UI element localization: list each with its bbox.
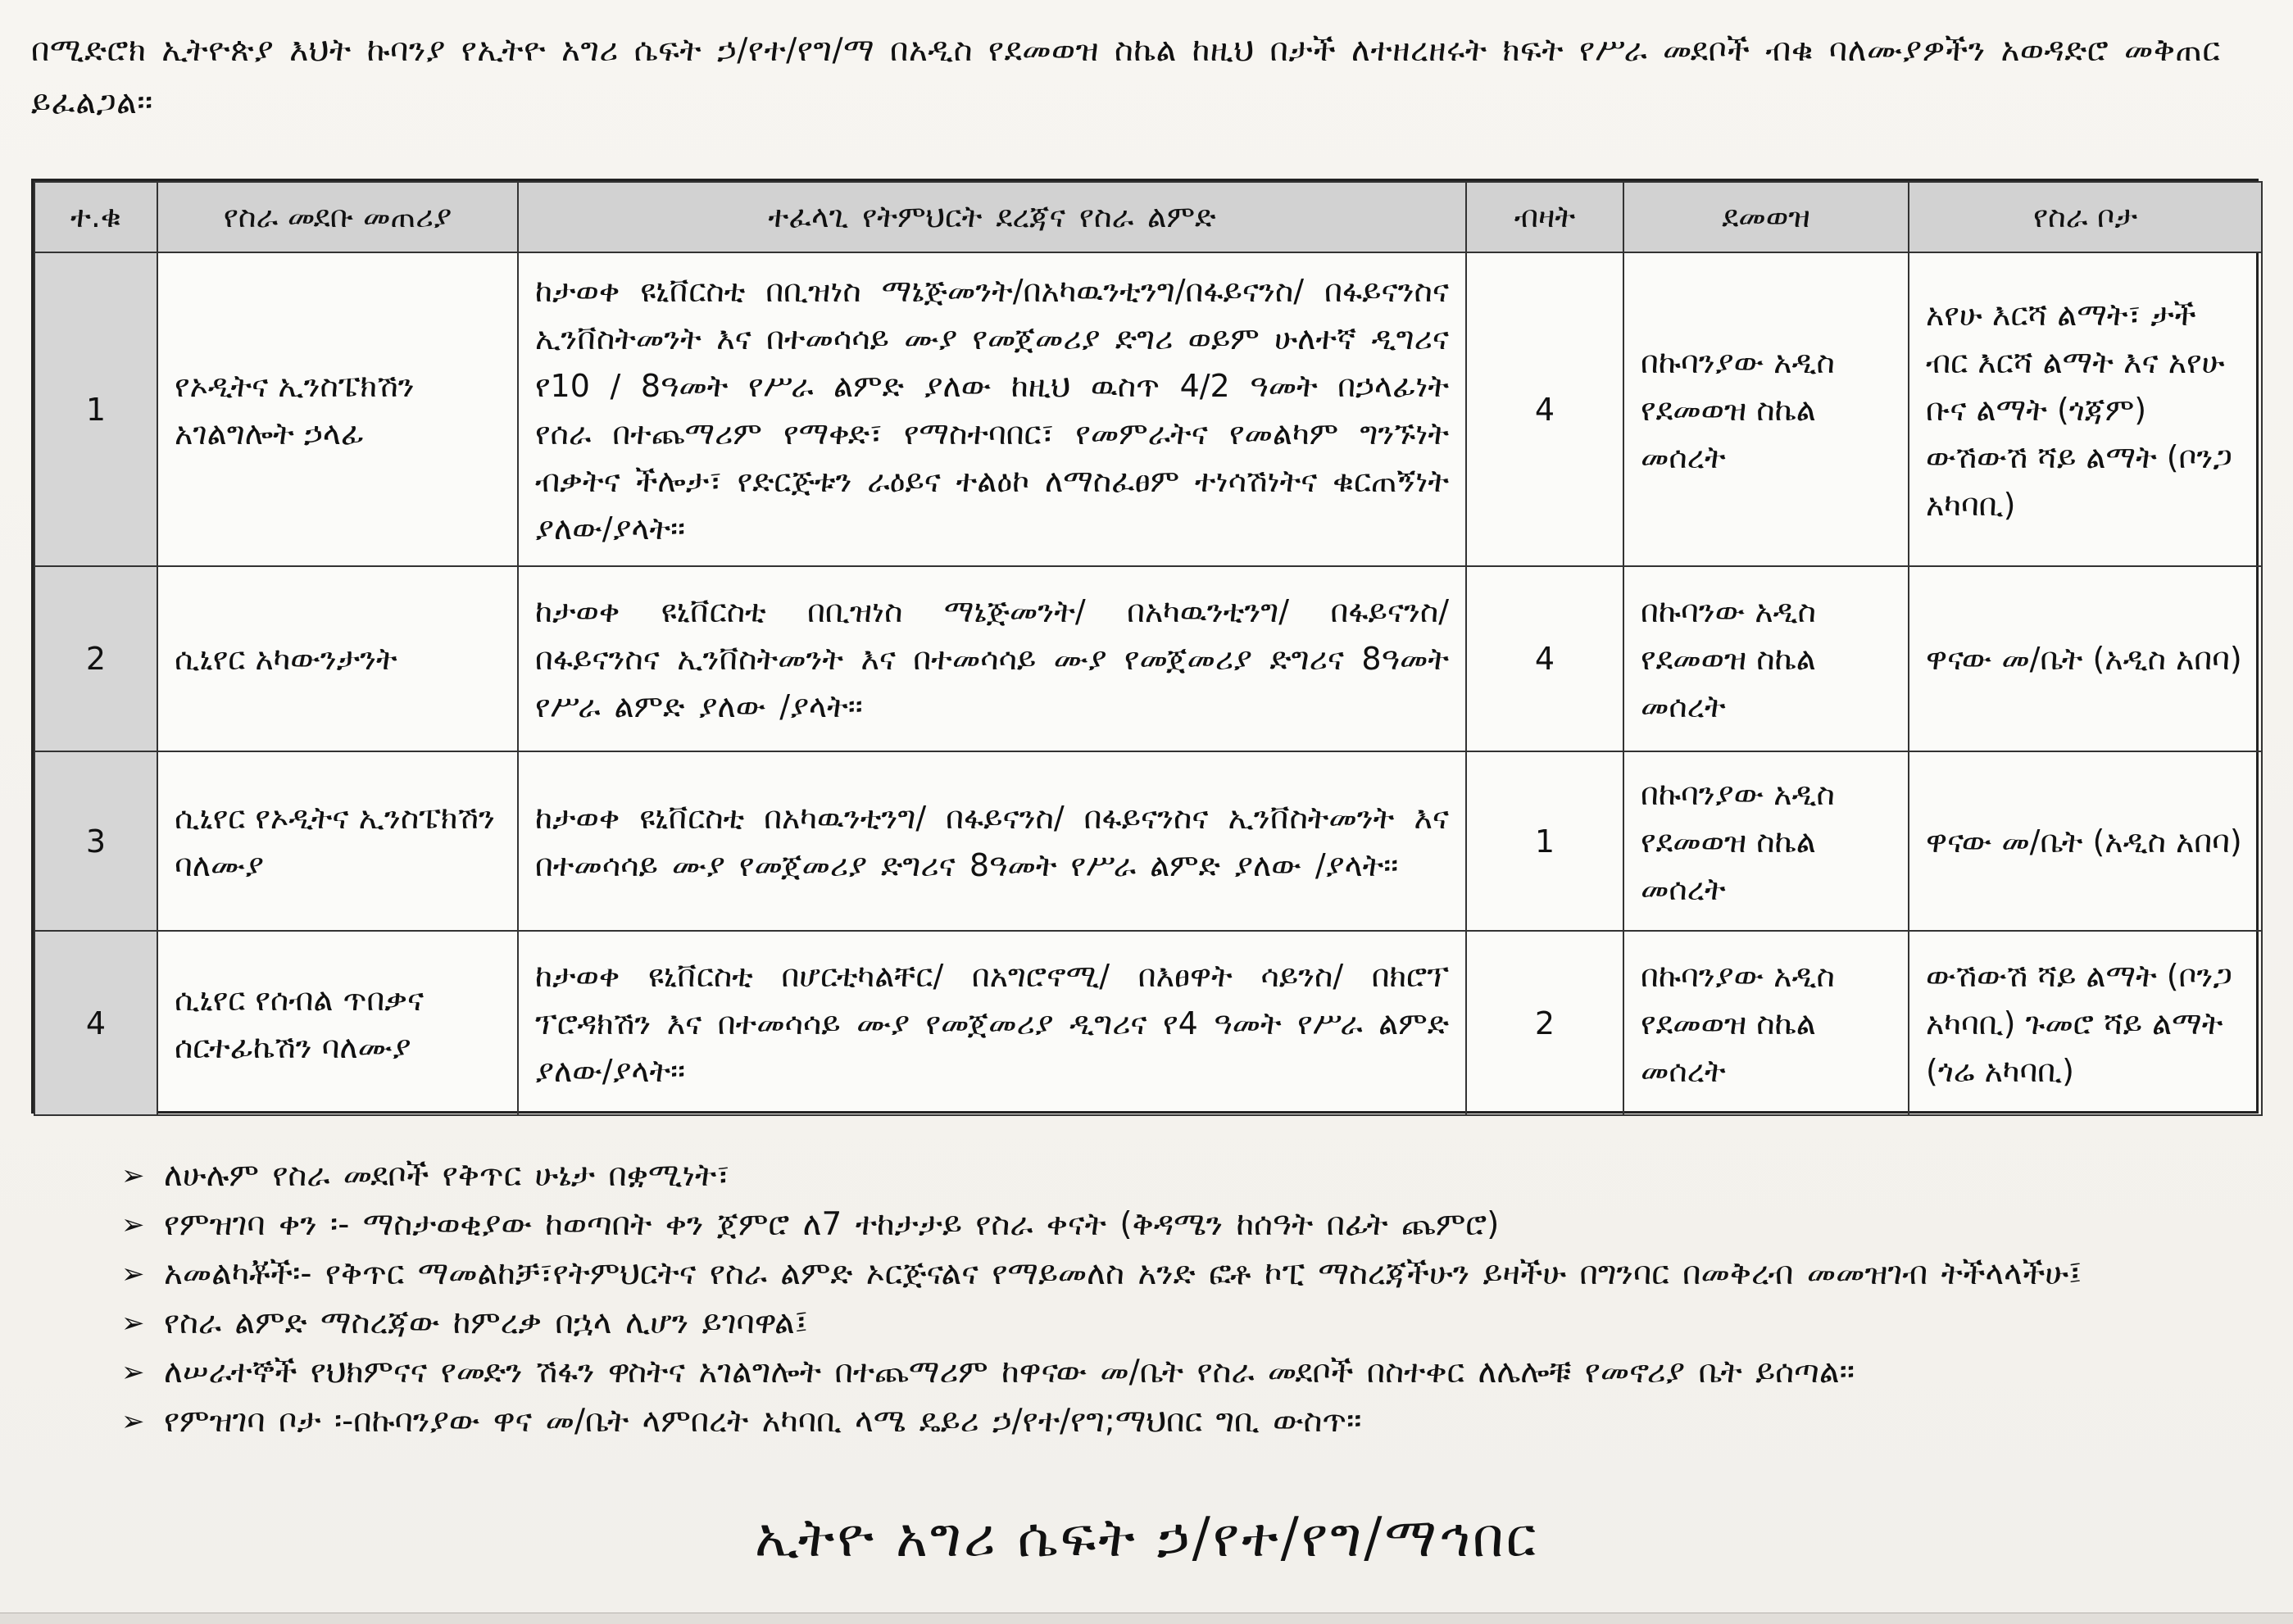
salary-cell: በኩባንያው አዲስ የደመወዝ ስኬል መሰረት <box>1623 931 1909 1115</box>
header-salary: ደመወዝ <box>1623 182 1909 252</box>
quantity-cell: 1 <box>1466 751 1623 931</box>
arrow-bullet-icon: ➢ <box>121 1159 145 1192</box>
arrow-bullet-icon: ➢ <box>121 1258 145 1291</box>
row-number: 2 <box>34 566 157 751</box>
table-body <box>34 252 2262 1115</box>
list-item <box>121 1348 2252 1397</box>
table-row <box>34 931 2262 1115</box>
table-row <box>34 751 2262 931</box>
salary-cell: በኩባንያው አዲስ የደመወዝ ስኬል መሰረት <box>1623 751 1909 931</box>
arrow-bullet-icon: ➢ <box>121 1405 145 1438</box>
arrow-bullet-icon: ➢ <box>121 1209 145 1241</box>
company-signature: ኢትዮ አግሪ ሴፍት ኃ/የተ/የግ/ማኅበር <box>754 1506 1539 1569</box>
row-number: 3 <box>34 751 157 931</box>
quantity-cell: 2 <box>1466 931 1623 1115</box>
quantity-cell: 4 <box>1466 252 1623 566</box>
application-notes-list <box>121 1151 2252 1446</box>
scan-edge <box>0 1613 2293 1624</box>
intro-paragraph: በሚድሮክ ኢትዮጵያ እህት ኩባንያ የኢትዮ አግሪ ሴፍት ኃ/የተ/የግ/ማ በአዲስ የደመወዝ ስኬል ከዚህ በታች ለተዘረዘሩት ክፍት የሥራ መደቦች ብቁ ባለሙያዎችን አወዳድሮ መቅጠር ይፈልጋል፡፡ <box>31 32 2221 121</box>
job-vacancy-table <box>34 181 2263 1116</box>
work-place-cell: ዋናው መ/ቤት (አዲስ አበባ) <box>1909 566 2262 751</box>
note-text: የምዝገባ ቦታ ፡-በኩባንያው ዋና መ/ቤት ላምበረት አካባቢ ላሜ ዴይሪ ኃ/የተ/የግ;ማህበር ግቢ ውስጥ፡፡ <box>164 1403 1362 1440</box>
requirements-cell: ከታወቀ ዩኒቨርስቲ በቢዝነስ ማኔጅመንት/ በአካዉንቲንግ/ በፋይናንስ/ በፋይናንስና ኢንቨስትመንት እና በተመሳሳይ ሙያ የመጀመሪያ ድግሪና 8ዓመት የሥራ ልምድ ያለው /ያላት፡፡ <box>518 566 1466 751</box>
note-text: የምዝገባ ቀን ፡- ማስታወቂያው ከወጣበት ቀን ጀምሮ ለ7 ተከታታይ የስራ ቀናት (ቅዳሜን ከሰዓት በፊት ጨምሮ) <box>164 1206 1500 1243</box>
arrow-bullet-icon: ➢ <box>121 1356 145 1389</box>
table-row <box>34 252 2262 566</box>
list-item <box>121 1200 2252 1250</box>
salary-cell: በኩባንያው አዲስ የደመወዝ ስኬል መሰረት <box>1623 252 1909 566</box>
note-text: አመልካቾች፡- የቅጥር ማመልከቻ፣የትምህርትና የስራ ልምድ ኦርጅናልና የማይመለስ አንድ ፎቶ ኮፒ ማስረጃችሁን ይዛችሁ በግንባር በመቅረብ መመዝገብ ትችላላችሁ፤ <box>164 1255 2082 1292</box>
list-item <box>121 1151 2252 1200</box>
header-row <box>34 182 2262 252</box>
header-job-title: የስራ መደቡ መጠሪያ <box>157 182 518 252</box>
list-item <box>121 1250 2252 1299</box>
note-text: የስራ ልምድ ማስረጃው ከምረቃ በኋላ ሊሆን ይገባዋል፤ <box>164 1304 808 1341</box>
salary-cell: በኩባንው አዲስ የደመወዝ ስኬል መሰረት <box>1623 566 1909 751</box>
requirements-cell: ከታወቀ ዩኒቨርስቲ በቢዝነስ ማኔጅመንት/በአካዉንቲንግ/በፋይናንስ/ በፋይናንስና ኢንቨስትመንት እና በተመሳሳይ ሙያ የመጀመሪያ ድግሪ ወይም ሁለተኛ ዲግሪና የ10 / 8ዓመት የሥራ ልምድ ያለው ከዚህ ዉስጥ 4/2 ዓመት በኃላፊነት የሰራ በተጨማሪም የማቀድ፣ የማስተባበር፣ የመምራትና የመልካም ግንኙነት ብቃትና ችሎታ፣ የድርጅቱን ራዕይና ተልዕኮ ለማስፈፀም ተነሳሽነትና ቁርጠኝነት ያለው/ያላት፡፡ <box>518 252 1466 566</box>
work-place-cell: ውሽውሽ ሻይ ልማት (ቦንጋ አካባቢ) ጉመሮ ሻይ ልማት (ጎሬ አካባቢ) <box>1909 931 2262 1115</box>
note-text: ለሠራተኞች የህክምናና የመድን ሽፋን ዋስትና አገልግሎት በተጨማሪም ከዋናው መ/ቤት የስራ መደቦች በስተቀር ለሌሎቹ የመኖሪያ ቤት ይሰጣል፡፡ <box>164 1354 1855 1390</box>
header-requirements: ተፈላጊ የትምህርት ደረጃና የስራ ልምድ <box>518 182 1466 252</box>
requirements-cell: ከታወቀ ዩኒቨርስቲ በአካዉንቲንግ/ በፋይናንስ/ በፋይናንስና ኢንቨስትመንት እና በተመሳሳይ ሙያ የመጀመሪያ ድግሪና 8ዓመት የሥራ ልምድ ያለው /ያላት፡፡ <box>518 751 1466 931</box>
requirements-cell: ከታወቀ ዩኒቨርስቲ በሆርቲካልቸር/ በአግሮኖሚ/ በእፀዋት ሳይንስ/ በክሮፕ ፕሮዳክሽን እና በተመሳሳይ ሙያ የመጀመሪያ ዲግሪና የ4 ዓመት የሥራ ልምድ ያለው/ያላት፡፡ <box>518 931 1466 1115</box>
row-number: 1 <box>34 252 157 566</box>
header-work-place: የስራ ቦታ <box>1909 182 2262 252</box>
arrow-bullet-icon: ➢ <box>121 1307 145 1340</box>
job-title-cell: ሲኒየር አካውንታንት <box>157 566 518 751</box>
job-title-cell: ሲኒየር የሰብል ጥበቃና ሰርተፊኬሽን ባለሙያ <box>157 931 518 1115</box>
header-quantity: ብዛት <box>1466 182 1623 252</box>
row-number: 4 <box>34 931 157 1115</box>
job-vacancy-table-container <box>31 179 2259 1114</box>
work-place-cell: ዋናው መ/ቤት (አዲስ አበባ) <box>1909 751 2262 931</box>
work-place-cell: አየሁ እርሻ ልማት፣ ታች ብር እርሻ ልማት እና አየሁ ቡና ልማት (ጎጃም) ውሽውሽ ሻይ ልማት (ቦንጋ አካባቢ) <box>1909 252 2262 566</box>
quantity-cell: 4 <box>1466 566 1623 751</box>
table-row <box>34 566 2262 751</box>
list-item <box>121 1299 2252 1348</box>
header-number: ተ.ቁ <box>34 182 157 252</box>
table-header <box>34 182 2262 252</box>
list-item <box>121 1397 2252 1446</box>
job-title-cell: ሲኒየር የኦዲትና ኢንስፔክሽን ባለሙያ <box>157 751 518 931</box>
job-title-cell: የኦዲትና ኢንስፔክሽን አገልግሎት ኃላፊ <box>157 252 518 566</box>
note-text: ለሁሉም የስራ መደቦች የቅጥር ሁኔታ በቋሚነት፣ <box>164 1157 730 1194</box>
